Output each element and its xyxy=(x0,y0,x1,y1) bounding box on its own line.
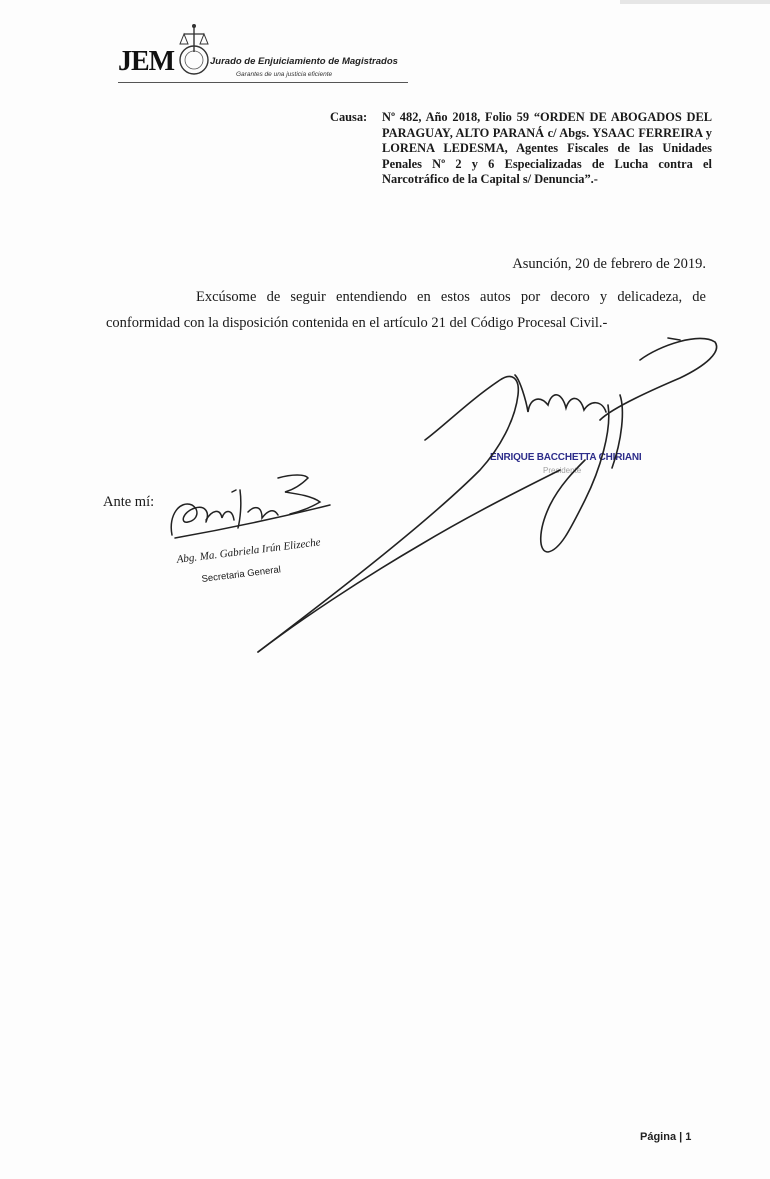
document-date: Asunción, 20 de febrero de 2019. xyxy=(512,256,706,272)
signatory-stamp-name: ENRIQUE BACCHETTA CHIRIANI xyxy=(490,452,642,463)
justice-seal-icon xyxy=(176,22,212,82)
case-label: Causa: xyxy=(330,110,368,124)
logo-slogan: Garantes de una justicia eficiente xyxy=(236,71,333,78)
secretary-role: Secretaria General xyxy=(201,564,282,585)
letterhead-logo xyxy=(118,22,418,92)
logo-acronym: JEM xyxy=(118,46,175,77)
case-text: Nº 482, Año 2018, Folio 59 “ORDEN DE ABOGADOS DEL PARAGUAY, ALTO PARANÁ c/ Abgs. YSAAC FERREIRA y LORENA LEDESMA, Agentes Fiscales de las Unidades Penales Nº 2 y 6 Especializadas de Lucha contra el Narcotráfico de la Capital s/ Denuncia”.- xyxy=(382,110,712,187)
secretary-name: Abg. Ma. Gabriela Irún Elizeche xyxy=(176,536,322,566)
page-number: Página | 1 xyxy=(640,1131,692,1143)
letterhead-rule xyxy=(118,82,408,83)
signatory-stamp-role: Presidente xyxy=(543,466,582,475)
logo-institution-name: Jurado de Enjuiciamiento de Magistrados xyxy=(210,56,398,67)
body-paragraph: Excúsome de seguir entendiendo en estos autos por decoro y delicadeza, de conformidad con la disposición contenida en el artículo 21 del Código Procesal Civil.- xyxy=(106,289,706,331)
scan-edge xyxy=(620,0,770,4)
secretary-signature xyxy=(171,475,330,538)
president-signature xyxy=(258,338,717,652)
ante-mi-label: Ante mí: xyxy=(103,494,155,510)
